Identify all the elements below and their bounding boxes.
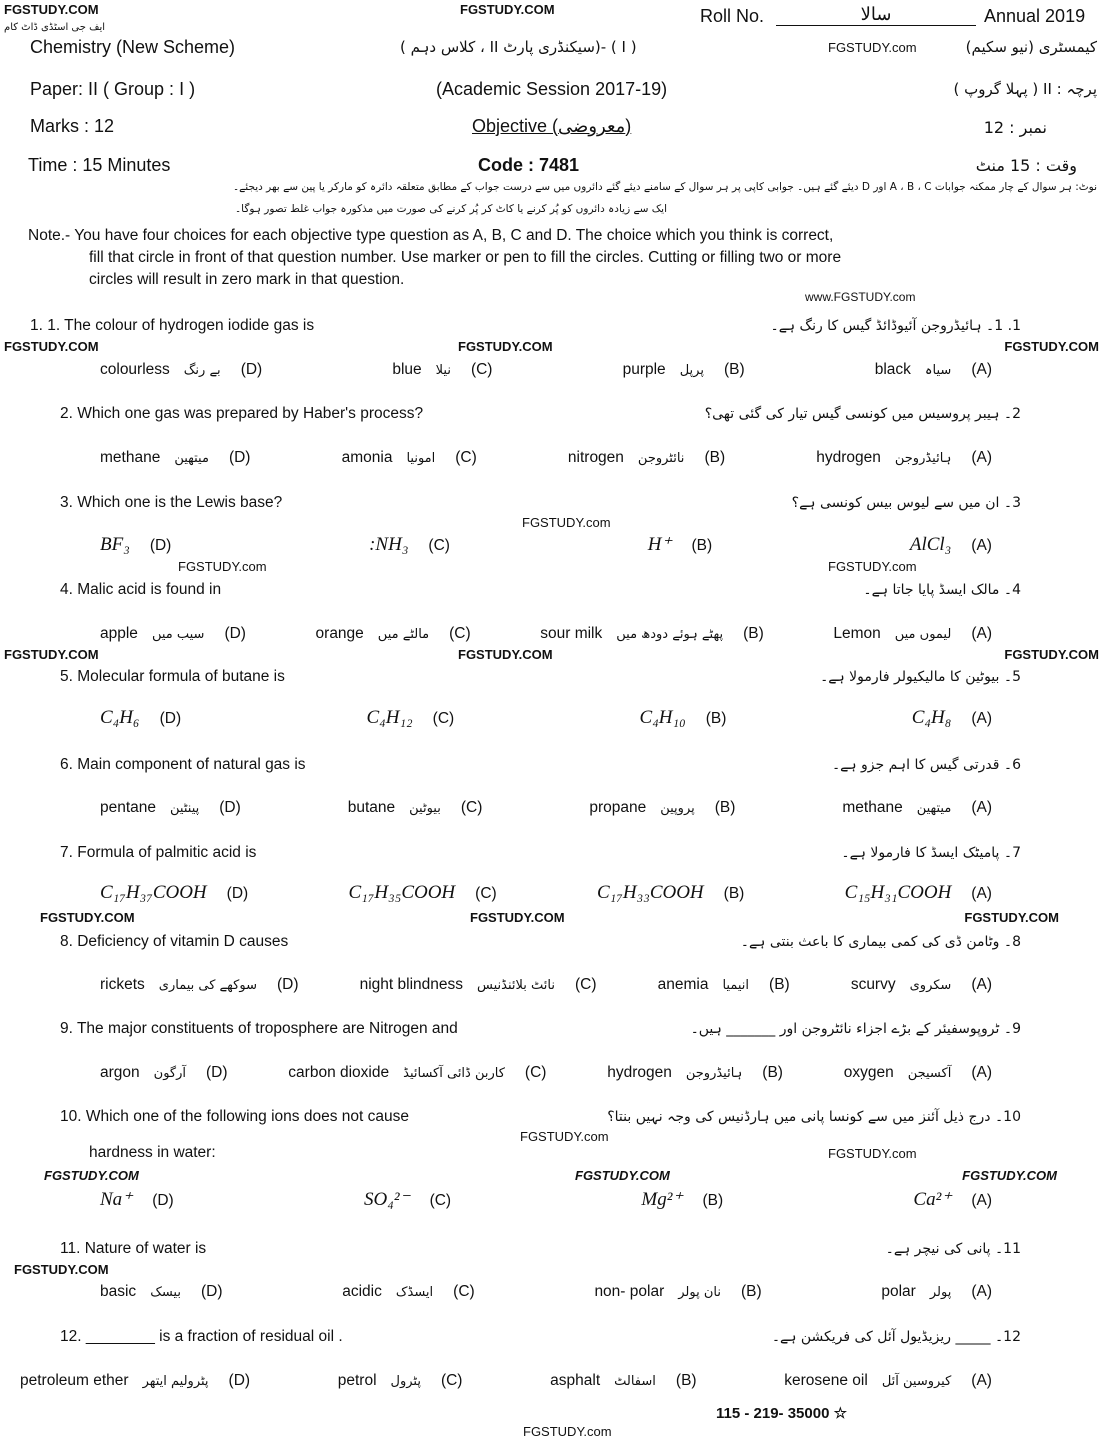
option-text-ur: میتھین [174,451,209,466]
option-text-ur: بے رنگ [183,363,221,378]
options-row [100,1188,992,1211]
note-en-line2: fill that circle in front of that question number. Use marker or pen to fill the circles. Cutting or filling two or more [89,249,842,266]
option-text-ur: امونیا [406,451,436,466]
option-a [844,1064,992,1082]
option-letter: (B) [723,885,745,902]
option-text-en: C₄H₁₀ [639,707,686,728]
watermark: ایف جی اسٹڈی ڈاٹ کام [4,22,106,33]
options-row [100,707,992,729]
option-letter: (D) [224,625,246,642]
option-letter: (A) [971,1192,992,1209]
question-text-en: 3. Which one is the Lewis base? [60,494,283,511]
option-a [881,1283,992,1301]
note-ur-line2: ایک سے زیادہ دائروں کو پُر کرنے یا کاٹ کر پُر کرنے کی صورت میں مذکورہ جواب غلط تصور ہوگا۔ [234,203,667,215]
option-text-en: pentane [100,799,157,816]
option-a [842,799,992,817]
option-letter: (A) [971,976,992,993]
option-letter: (D) [149,537,172,554]
option-a [833,625,992,643]
subject-ur: کیمسٹری (نیو سکیم) [965,38,1097,56]
option-text-ur: پٹرول [390,1374,421,1389]
option-text-en: methane [100,449,161,466]
option-text-en: polar [881,1283,916,1300]
option-letter: (C) [475,885,497,902]
option-text-ur: سیاہ [924,363,952,378]
question-text-ur: 2۔ ہیبر پروسیس میں کونسی گیس تیار کی گئی تھی؟ [704,406,1021,422]
option-letter: (D) [276,976,299,993]
option-d [100,707,181,729]
question-row [60,1108,1021,1126]
watermark: FGSTUDY.COM [962,1168,1057,1183]
option-text-en: purple [622,361,666,378]
option-text-ur: کیروسین آئل [881,1374,952,1389]
option-text-en: SO₄²⁻ [364,1189,410,1210]
option-d [100,799,241,817]
option-a [784,1372,992,1390]
watermark: FGSTUDY.COM [4,339,99,354]
question-text-en: 10. Which one of the following ions does not cause [60,1108,409,1125]
paper-ur: پرچہ : II ( پہلا گروپ ) [953,80,1097,98]
question-text-ur: 1. 1۔ ہائیڈروجن آئیوڈائڈ گیس کا رنگ ہے۔ [770,318,1021,334]
option-text-en: oxygen [843,1064,894,1081]
option-b [640,707,727,729]
options-row [100,1283,992,1301]
option-b [597,882,744,904]
watermark: FGSTUDY.com [828,40,917,55]
option-text-en: black [874,361,911,378]
option-text-ur: نان پولر [678,1285,721,1300]
objective-title: Objective (معروضی) [472,116,632,136]
options-row [100,361,992,379]
option-a [845,882,992,904]
option-text-en: H⁺ [647,534,672,555]
question-row [60,756,1021,774]
option-letter: (A) [971,537,992,554]
option-letter: (A) [971,885,992,902]
watermark: FGSTUDY.COM [4,2,99,17]
option-letter: (B) [691,537,713,554]
option-text-ur: نیلا [435,363,451,378]
watermark: FGSTUDY.com [523,1424,612,1439]
option-text-en: petroleum ether [20,1372,129,1389]
option-c [342,1283,474,1301]
question-row [60,1328,1021,1346]
option-text-en: petrol [337,1372,377,1389]
option-text-ur: اسفالٹ [614,1374,656,1389]
watermark: FGSTUDY.com [828,1146,917,1161]
option-b [594,1283,761,1301]
option-b [550,1372,696,1390]
question-text-ur: 9۔ ٹروپوسفیئر کے بڑے اجزاء نائٹروجن اور _______ ہیں۔ [690,1021,1021,1037]
footer-code: 115 - 219- 35000 ☆ [716,1405,848,1422]
option-text-ur: آکسیجن [907,1066,952,1081]
option-letter: (B) [702,1192,724,1209]
question-row [60,581,1021,599]
option-text-en: propane [589,799,647,816]
question-row [60,494,1021,512]
options-row [20,1372,992,1390]
question-row [60,1240,1021,1258]
question-text-ur: 10۔ درج ذیل آئنز میں سے کونسا پانی میں ہارڈنیس کی وجہ نہیں بنتا؟ [607,1109,1021,1125]
watermark: FGSTUDY.COM [458,339,553,354]
option-letter: (D) [240,361,263,378]
option-letter: (D) [219,799,241,816]
option-text-en: hydrogen [816,449,881,466]
option-c [338,1372,463,1390]
question-text-ur: 12۔ _____ ریزیڈیول آئل کی فریکشن ہے۔ [771,1329,1021,1345]
options-row [100,1064,992,1082]
option-d [100,361,262,379]
option-d [100,976,299,994]
option-c [349,882,497,904]
option-a [851,976,992,994]
option-text-en: carbon dioxide [288,1064,390,1081]
watermark: FGSTUDY.COM [44,1168,139,1183]
options-row [100,625,992,643]
options-row [100,799,992,817]
option-letter: (D) [228,1372,251,1389]
option-text-ur: پروپین [660,801,695,816]
question-text-en: 9. The major constituents of troposphere are Nitrogen and [60,1020,458,1037]
option-text-en: nitrogen [567,449,624,466]
watermark: www.FGSTUDY.com [805,290,916,304]
option-text-ur: کاربن ڈائی آکسائیڈ [403,1066,505,1081]
option-text-ur: سیب میں [151,627,205,642]
option-text-ur: سکروی [909,978,952,993]
question-text-en: 1. 1. The colour of hydrogen iodide gas is [30,317,315,334]
option-b [641,1188,723,1211]
option-text-en: orange [315,625,364,642]
option-c [348,799,483,817]
option-text-en: argon [100,1064,140,1081]
option-d [100,534,171,556]
question-text-ur: 5۔ بیوٹین کا مالیکیولر فارمولا ہے۔ [820,669,1021,685]
option-text-ur: بیسک [150,1285,181,1300]
option-text-ur: پھٹے ہوئے دودھ میں [616,627,724,642]
option-text-en: C₁₇H₃₇COOH [100,882,207,903]
academic-session: (Academic Session 2017-19) [436,79,668,99]
option-letter: (C) [449,625,471,642]
marks-en: Marks : 12 [30,116,115,136]
option-letter: (C) [429,1192,452,1209]
option-text-en: methane [842,799,903,816]
option-c [369,534,450,556]
option-letter: (A) [971,625,992,642]
option-text-en: C₁₇H₃₃COOH [597,882,704,903]
option-text-ur: ایسڈک [395,1285,434,1300]
option-letter: (B) [723,361,745,378]
question-text-ur: 3۔ ان میں سے لیوس بیس کونسی ہے؟ [791,495,1021,511]
code: Code : 7481 [478,155,580,175]
option-letter: (B) [769,976,790,993]
watermark: FGSTUDY.COM [460,2,555,17]
option-letter: (D) [206,1064,228,1081]
options-row [100,449,992,467]
watermark: FGSTUDY.COM [1004,647,1099,662]
question-text-en: 7. Formula of palmitic acid is [60,844,257,861]
option-a [875,361,992,379]
question-text-en: 6. Main component of natural gas is [60,756,306,773]
note-ur-line1: نوٹ: ہر سوال کے چار ممکنہ جوابات A ، B ، C اور D دیئے گئے ہیں۔ جوابی کاپی پر ہر سوال کے سامنے دیئے گئے دائروں میں سے درست جواب کے مطابق متعلقہ دائرہ کو مارکر یا پین سے بھر دیجئے۔ [232,181,1097,193]
option-text-en: AlCl₃ [909,534,952,555]
roll-no-label: Roll No. [700,6,765,26]
option-text-en: anemia [657,976,709,993]
option-text-en: blue [392,361,422,378]
paper-en: Paper: II ( Group : I ) [30,79,196,99]
option-c [316,625,471,643]
watermark: FGSTUDY.COM [964,910,1059,925]
option-text-ur: پرپل [679,363,704,378]
option-a [910,534,992,556]
question-text-en: 8. Deficiency of vitamin D causes [60,933,289,950]
option-text-ur: ہائیڈروجن [894,451,952,466]
option-a [816,449,992,467]
watermark: FGSTUDY.COM [458,647,553,662]
option-text-ur: نائٹروجن [637,451,685,466]
option-text-en: hydrogen [607,1064,672,1081]
time-ur: وقت : 15 منٹ [975,156,1077,175]
option-d [100,1283,223,1301]
option-text-en: apple [100,625,138,642]
watermark: FGSTUDY.COM [470,910,565,925]
option-text-ur: نائٹ بلائنڈنیس [477,978,555,993]
option-text-en: scurvy [850,976,896,993]
option-letter: (D) [152,1192,174,1209]
option-text-en: acidic [342,1283,382,1300]
watermark: FGSTUDY.COM [40,910,135,925]
option-text-ur: آرگون [153,1066,186,1081]
option-text-en: butane [347,799,396,816]
option-text-ur: میتھین [916,801,952,816]
option-letter: (B) [762,1064,783,1081]
option-b [658,976,790,994]
option-text-en: sour milk [540,625,603,642]
watermark: FGSTUDY.com [522,515,611,530]
options-row [100,976,992,994]
note-en-line1: Note.- You have four choices for each objective type question as A, B, C and D. The choice which you think is correct, [28,227,834,244]
question-text-ur: 11۔ پانی کی نیچر ہے۔ [885,1241,1021,1257]
option-letter: (B) [714,799,736,816]
option-letter: (A) [971,1283,992,1300]
options-row [100,882,992,904]
question-text-en: 4. Malic acid is found in [60,581,222,598]
option-text-en: C₁₅H₃₁COOH [844,882,952,903]
option-letter: (C) [455,449,477,466]
question-row [60,1020,1021,1038]
watermark: FGSTUDY.com [520,1129,609,1144]
option-b [648,533,712,556]
option-text-en: colourless [100,361,170,378]
option-text-en: non- polar [594,1283,665,1300]
option-letter: (B) [743,625,764,642]
option-b [589,799,735,817]
watermark: FGSTUDY.com [178,559,267,574]
option-text-en: basic [100,1283,137,1300]
option-d [100,449,250,467]
option-b [540,625,764,643]
option-letter: (B) [675,1372,697,1389]
option-d [100,1064,228,1082]
subject-en: Chemistry (New Scheme) [30,37,236,57]
roll-no-value: سالا [776,4,976,26]
question-text-en: 11. Nature of water is [60,1240,207,1257]
option-text-en: BF₃ [100,534,130,555]
option-c [364,1188,451,1211]
watermark: FGSTUDY.com [828,559,917,574]
option-letter: (A) [971,1372,992,1389]
option-c [288,1064,546,1082]
option-letter: (A) [971,1064,992,1081]
option-b [623,361,745,379]
option-text-en: C₁₇H₃₅COOH [348,882,456,903]
question-row [60,844,1021,862]
option-letter: (D) [159,710,182,727]
option-letter: (D) [226,885,249,902]
option-text-ur: سوکھے کی بیماری [158,978,257,993]
option-text-ur: پٹرولیم ایتھر [142,1374,209,1389]
question-text-en: 2. Which one gas was prepared by Haber's process? [60,405,424,422]
option-letter: (C) [428,537,450,554]
option-b [568,449,725,467]
watermark: FGSTUDY.COM [575,1168,670,1183]
watermark: FGSTUDY.COM [14,1262,109,1277]
question-row [30,317,1021,335]
question-text-ur: 7۔ پامیٹک ایسڈ کا فارمولا ہے۔ [841,845,1021,861]
question-text-en: 12. ________ is a fraction of residual oil . [60,1328,343,1345]
option-letter: (C) [432,710,455,727]
question-row [60,405,1021,423]
option-c [366,707,454,729]
option-d [100,1188,174,1211]
option-text-en: rickets [100,976,145,993]
option-a [913,1188,992,1211]
option-letter: (B) [704,449,726,466]
option-text-ur: لیموں میں [894,627,952,642]
option-text-ur: پولر [929,1285,952,1300]
question-row [60,933,1021,951]
option-letter: (A) [971,361,992,378]
option-letter: (B) [740,1283,762,1300]
watermark: FGSTUDY.COM [4,647,99,662]
watermark: FGSTUDY.COM [1004,339,1099,354]
question-row [60,668,1021,686]
option-letter: (A) [971,799,992,816]
option-c [342,449,477,467]
option-letter: (A) [971,710,992,727]
option-letter: (B) [705,710,727,727]
option-d [100,625,246,643]
options-row [100,533,992,556]
option-text-ur: ہائیڈروجن [685,1066,743,1081]
option-text-en: Ca²⁺ [913,1189,952,1210]
annual-label: Annual 2019 [984,6,1086,26]
option-letter: (C) [440,1372,463,1389]
option-text-en: Lemon [833,625,881,642]
option-letter: (C) [460,799,483,816]
question-text-en-cont: hardness in water: [89,1144,216,1161]
note-en-line3: circles will result in zero mark in that question. [89,271,405,288]
question-text-en: 5. Molecular formula of butane is [60,668,285,685]
option-text-en: Na⁺ [100,1189,133,1210]
question-text-ur: 8۔ وٹامن ڈی کی کمی بیماری کا باعث بنتی ہے۔ [740,934,1021,950]
option-text-en: C₄H₁₂ [366,707,413,728]
option-letter: (C) [574,976,597,993]
option-text-ur: بیوٹین [409,801,441,816]
option-text-en: C₄H₈ [911,707,952,728]
option-text-en: amonia [341,449,393,466]
option-c [360,976,597,994]
option-letter: (C) [470,361,493,378]
option-a [912,707,992,729]
option-d [100,882,248,904]
option-letter: (C) [524,1064,547,1081]
option-text-en: C₄H₆ [100,707,140,728]
option-text-ur: انیمیا [722,978,750,993]
question-text-ur: 6۔ قدرتی گیس کا اہم جزو ہے۔ [831,757,1021,773]
option-text-en: asphalt [550,1372,601,1389]
option-text-en: Mg²⁺ [641,1189,683,1210]
option-letter: (A) [971,449,992,466]
option-letter: (D) [228,449,251,466]
option-b [607,1064,783,1082]
option-text-en: :NH₃ [369,534,409,555]
option-d [20,1372,250,1390]
class-ur: ( I ) -(سیکنڈری پارٹ II ، کلاس دہم ) [400,38,637,56]
option-text-en: night blindness [359,976,464,993]
time-en: Time : 15 Minutes [28,155,171,175]
marks-ur: نمبر : 12 [983,118,1047,137]
option-letter: (D) [200,1283,223,1300]
question-text-ur: 4۔ مالک ایسڈ پایا جاتا ہے۔ [863,582,1021,598]
option-c [392,361,492,379]
option-text-en: kerosene oil [784,1372,868,1389]
option-text-ur: پینٹین [170,801,200,816]
option-text-ur: مالٹے میں [377,627,430,642]
option-letter: (C) [453,1283,475,1300]
